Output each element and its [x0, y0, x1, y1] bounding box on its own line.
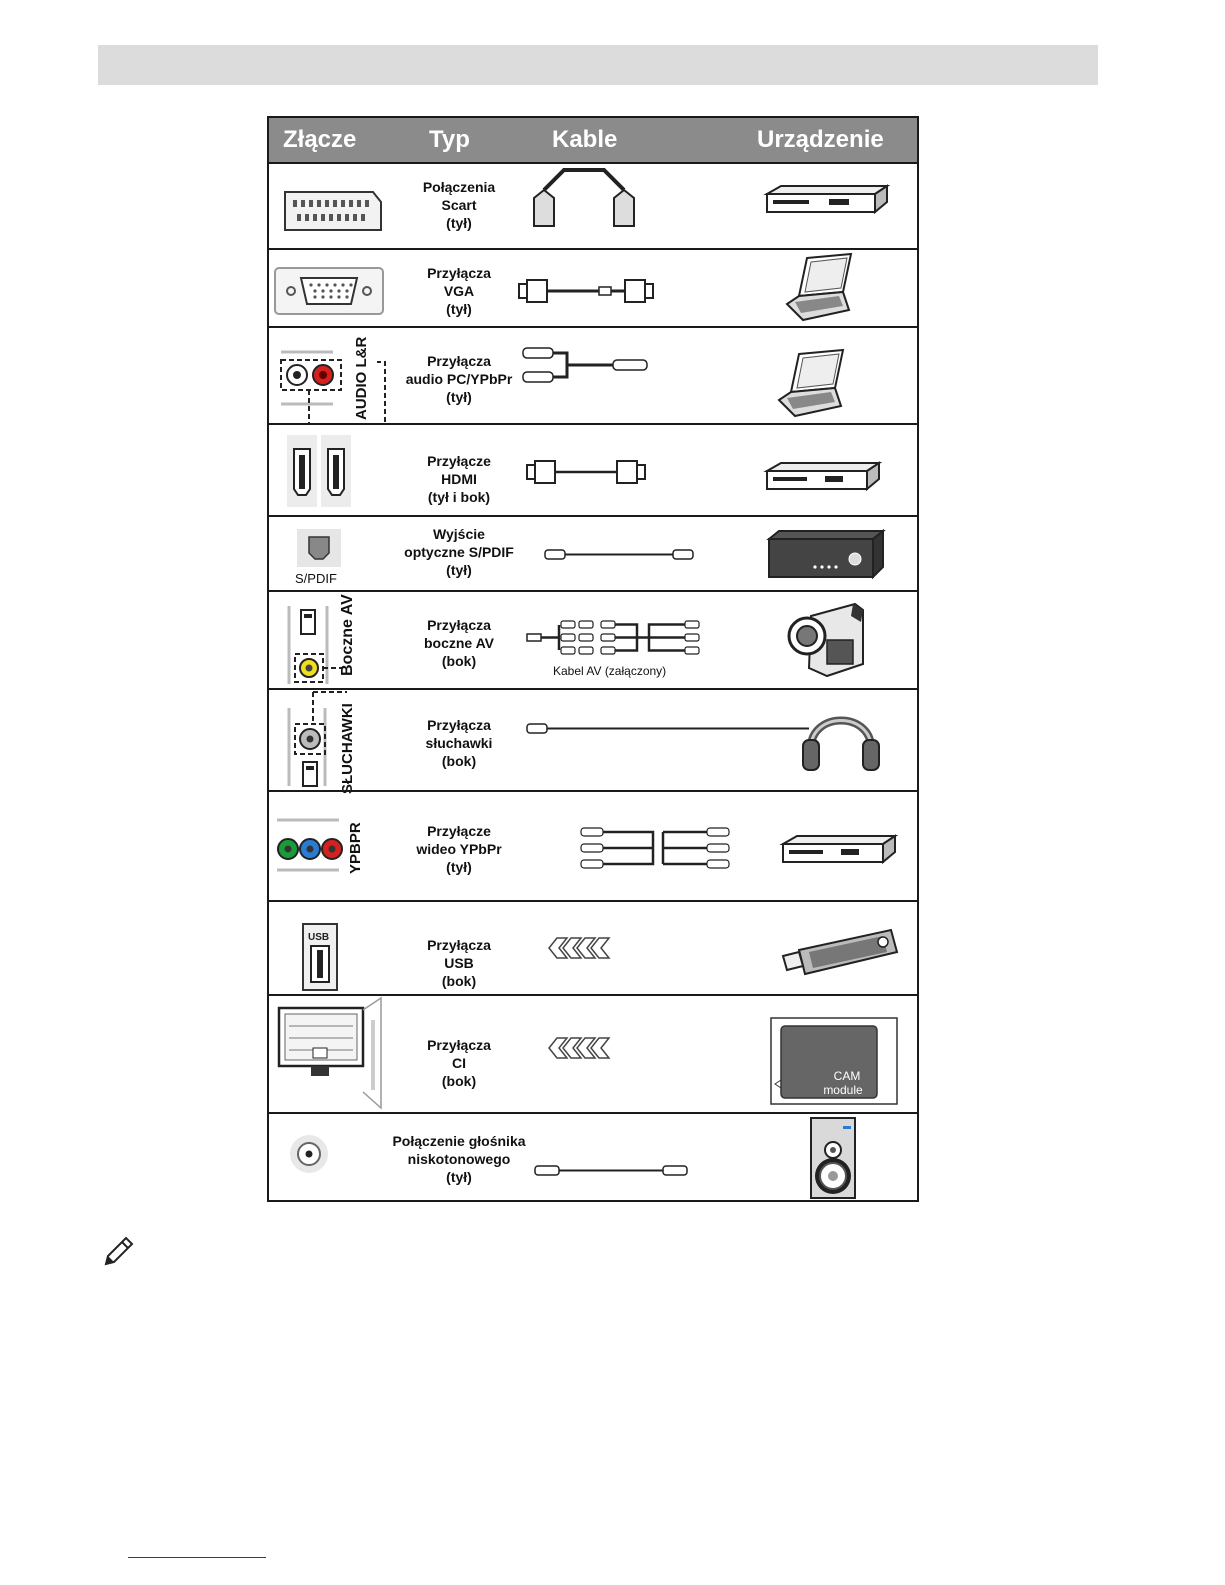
- scart-cable-icon: [509, 164, 759, 248]
- side-av-label: Boczne AV: [339, 594, 356, 676]
- hdmi-type-label: Przyłącze HDMI (tył i bok): [427, 453, 491, 505]
- headphone-cable-icon: [509, 690, 759, 790]
- hdmi-cable-icon: [509, 425, 759, 515]
- side-av-type-label: Przyłącza boczne AV (bok): [423, 617, 494, 669]
- headphones-type-label: Przyłącza słuchawki (bok): [425, 717, 493, 769]
- optical-port-icon: [273, 517, 391, 590]
- table-row-subwoofer: [269, 1112, 917, 1202]
- header-connector: Złącze: [283, 126, 357, 153]
- headphone-jack-icon: [273, 690, 391, 794]
- scart-socket-icon: [273, 164, 391, 248]
- subwoofer-speaker-icon: [759, 1114, 919, 1202]
- table-header: [269, 118, 917, 164]
- table-row-scart: [269, 164, 917, 248]
- rca-to-minijack-cable-icon: [509, 328, 759, 423]
- side-av-jack-icon: [273, 592, 391, 688]
- header-device: Urządzenie: [757, 126, 884, 153]
- dvd-player-icon: [759, 792, 919, 900]
- laptop-icon: [759, 328, 919, 423]
- connections-table: [267, 116, 919, 1202]
- vga-cable-icon: [509, 250, 759, 326]
- dvd-recorder-icon: [759, 164, 919, 248]
- av-cable-caption: Kabel AV (załączony): [553, 664, 667, 678]
- usb-port-icon: [273, 902, 391, 994]
- tv-ci-slot-icon: [273, 996, 391, 1112]
- cam-module-icon: [759, 996, 919, 1112]
- laptop-icon: [759, 250, 919, 326]
- hdmi-port-icon: [273, 425, 391, 515]
- vga-type-label: Przyłącza VGA (tył): [427, 265, 491, 317]
- component-cable-icon: [509, 792, 759, 900]
- table-row-spdif: [269, 515, 917, 590]
- component-jack-icon: [273, 792, 391, 900]
- subwoofer-type-label: Połączenie głośnika niskotonowego (tył): [392, 1133, 526, 1185]
- cam-text-line-2: module: [823, 1083, 863, 1097]
- table-row-headphones: [269, 688, 917, 794]
- subwoofer-jack-icon: [273, 1114, 391, 1202]
- header-bar: [98, 45, 1098, 85]
- table-row-ci: [269, 994, 917, 1112]
- table-row-ypbpr: [269, 790, 917, 900]
- av-cable-icon: [509, 592, 759, 688]
- subwoofer-cable-icon: [509, 1114, 759, 1202]
- spdif-type-label: Wyjście optyczne S/PDIF (tył): [404, 526, 514, 578]
- audio-lr-jack-icon: [273, 328, 391, 423]
- insert-arrows-icon: [509, 902, 759, 994]
- header-cables: Kable: [552, 126, 618, 153]
- insert-arrows-icon: [509, 996, 759, 1112]
- usb-stick-icon: [759, 902, 919, 994]
- usb-type-label: Przyłącza USB (bok): [427, 937, 491, 989]
- scart-type-label: Połączenia Scart (tył): [422, 179, 496, 231]
- ypbpr-label: YPBPR: [347, 822, 364, 874]
- cam-text-line-1: CAM: [833, 1069, 861, 1083]
- ci-type-label: Przyłącza CI (bok): [427, 1037, 491, 1089]
- usb-port-text: USB: [308, 932, 330, 943]
- headphones-icon: [759, 690, 919, 790]
- audio-lr-label: AUDIO L&R: [353, 336, 370, 420]
- optical-cable-icon: [509, 517, 759, 590]
- ypbpr-type-label: Przyłącze wideo YPbPr (tył): [416, 823, 502, 875]
- dvd-player-icon: [759, 425, 919, 515]
- header-type: Typ: [429, 126, 470, 153]
- table-row-side-av: [269, 590, 917, 688]
- footer-link-line[interactable]: [128, 1557, 266, 1558]
- audio-receiver-icon: [759, 517, 919, 590]
- table-row-hdmi: [269, 423, 917, 515]
- audio-pc-type-label: Przyłącza audio PC/YPbPr (tył): [405, 353, 513, 405]
- headphones-label: SŁUCHAWKI: [339, 703, 356, 794]
- table-row-audio-pc: [269, 326, 917, 423]
- table-row-usb: [269, 900, 917, 994]
- vga-port-icon: [273, 250, 391, 326]
- pencil-icon: [100, 1234, 136, 1270]
- table-row-vga: [269, 248, 917, 326]
- camcorder-icon: [759, 592, 919, 688]
- spdif-label: S/PDIF: [295, 571, 337, 586]
